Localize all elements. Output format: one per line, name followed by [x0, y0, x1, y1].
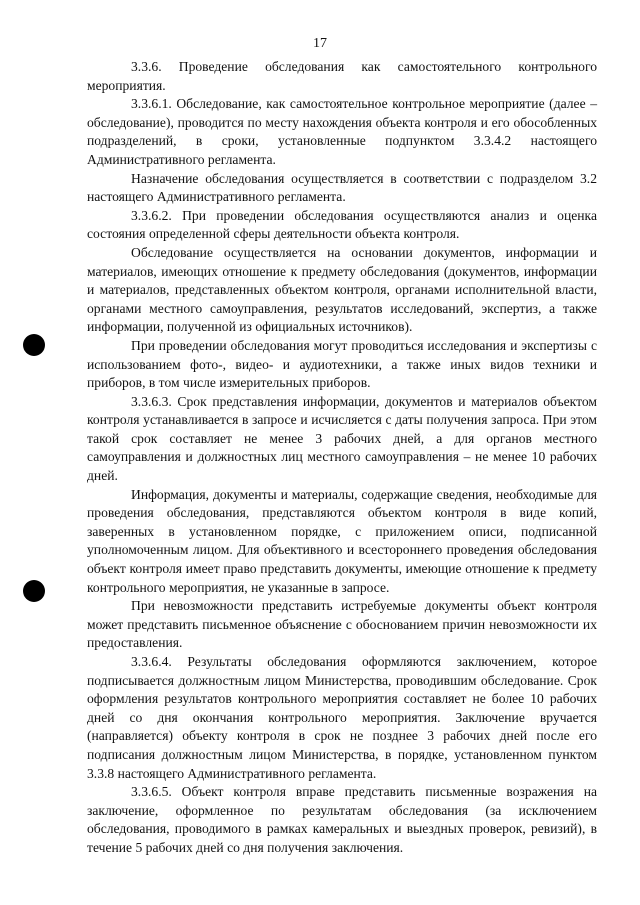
paragraph-appointment: Назначение обследования осуществляется в соответствии с подразделом 3.2 настоящего Административного регламента.	[87, 170, 597, 205]
paragraph-3-3-6-1: 3.3.6.1. Обследование, как самостоятельное контрольное мероприятие (далее – обследование), проводится по месту нахождения объекта контроля и его обособленных подразделений, в сроки, установленные подпунктом 3.3.4.2 настоящего Административного регламента.	[87, 96, 597, 167]
document-body	[87, 58, 597, 858]
binder-hole-bottom	[23, 580, 45, 602]
paragraph-3-3-6-5: 3.3.6.5. Объект контроля вправе представить письменные возражения на заключение, оформленное по результатам обследования (за исключением обследования, проводимого в рамках камеральных и выездных проверок, ревизий), в течение 5 рабочих дней со дня получения заключения.	[87, 784, 597, 855]
paragraph-documents: Информация, документы и материалы, содержащие сведения, необходимые для проведения обследования, представляются объектом контроля в виде копий, заверенных в установленном порядке, с приложением описи, подписанной уполномоченным лицом. Для объективного и всестороннего проведения обследования объект контроля имеет право представить документы, имеющие отношение к предмету контрольного мероприятия, не указанные в запросе.	[87, 486, 597, 595]
page-number: 17	[313, 36, 327, 51]
binder-hole-top	[23, 334, 45, 356]
paragraph-3-3-6-4: 3.3.6.4. Результаты обследования оформляются заключением, которое подписывается должностным лицом Министерства, проводившим обследование. Срок оформления результатов контрольного мероприятия составляет не более 10 рабочих дней со дня окончания контрольного мероприятия. Заключение вручается (направляется) объекту контроля в срок не позднее 3 рабочих дней после его подписания должностным лицом Министерства, в порядке, установленном пунктом 3.3.8 настоящего Административного регламента.	[87, 654, 597, 781]
paragraph-impossibility: При невозможности представить истребуемые документы объект контроля может представить письменное объяснение с обоснованием причин невозможности их предоставления.	[87, 598, 597, 651]
paragraph-3-3-6-3: 3.3.6.3. Срок представления информации, документов и материалов объектом контроля устанавливается в запросе и исчисляется с даты получения запроса. При этом такой срок составляет не менее 3 рабочих дней, а для органов местного самоуправления и должностных лиц местного самоуправления – не менее 10 рабочих дней.	[87, 393, 597, 484]
paragraph-3-3-6: 3.3.6. Проведение обследования как самостоятельного контрольного мероприятия.	[87, 59, 597, 93]
paragraph-basis: Обследование осуществляется на основании документов, информации и материалов, имеющих отношение к предмету обследования (документов, информации и материалов, представленных объектом контроля, органами исполнительной власти, органами местного самоуправления, результатов исследований, экспертиз, а также информации, полученной из официальных источников).	[87, 244, 597, 335]
paragraph-research: При проведении обследования могут проводиться исследования и экспертизы с использованием фото-, видео- и аудиотехники, а также иных видов техники и приборов, в том числе измерительных приборов.	[87, 337, 597, 391]
paragraph-3-3-6-2: 3.3.6.2. При проведении обследования осуществляются анализ и оценка состояния определенной сферы деятельности объекта контроля.	[87, 207, 597, 242]
